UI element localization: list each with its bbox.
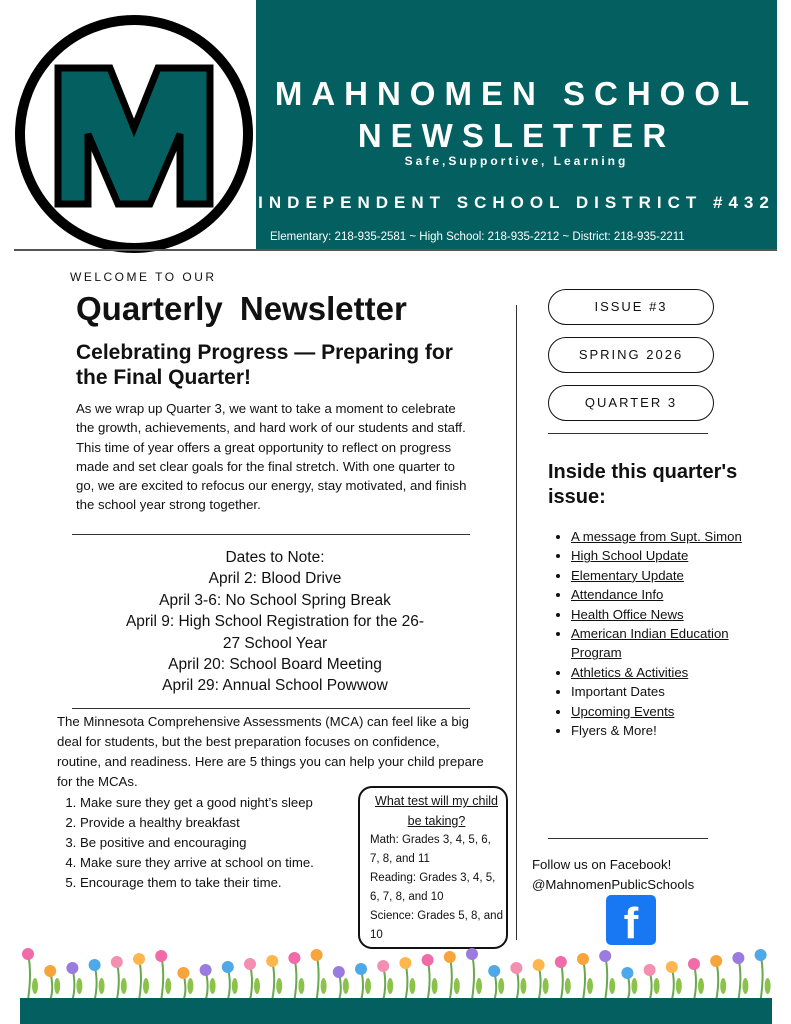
leaf xyxy=(720,978,726,994)
flower-stem xyxy=(139,959,141,1000)
facebook-handle[interactable]: @MahnomenPublicSchools xyxy=(532,876,695,892)
flower xyxy=(422,954,434,966)
flower xyxy=(555,956,567,968)
flower xyxy=(66,962,78,974)
flower xyxy=(533,959,545,971)
test-info-box xyxy=(358,786,508,949)
flower xyxy=(688,958,700,970)
leaf xyxy=(76,978,82,994)
subtitle: Celebrating Progress — Preparing for the Final Quarter! xyxy=(76,341,453,389)
leaf xyxy=(654,978,660,994)
date-item: April 9: High School Registration for the 26-27 School Year xyxy=(125,613,425,652)
flower xyxy=(311,949,323,961)
leaf xyxy=(254,978,260,994)
tip-item: 4. Make sure they arrive at school on time. xyxy=(80,853,356,873)
leaf xyxy=(698,978,704,994)
flower-stem xyxy=(605,956,607,1000)
tip-item: 3. Be positive and encouraging xyxy=(80,833,356,853)
flower xyxy=(577,953,589,965)
flower-border-decoration xyxy=(20,940,772,1000)
tip-item: 1. Make sure they get a good night’s sleep xyxy=(80,793,356,813)
leaf xyxy=(454,978,460,994)
divider xyxy=(548,433,708,434)
flower-stem xyxy=(450,957,452,1000)
toc-heading: Inside this quarter's issue: xyxy=(548,461,738,508)
flower xyxy=(222,961,234,973)
flower-stem xyxy=(317,955,319,1000)
leaf xyxy=(476,978,482,994)
leaf xyxy=(232,978,238,994)
season-badge: SPRING 2026 xyxy=(548,337,714,373)
toc-link[interactable]: Upcoming Events xyxy=(571,703,675,719)
toc-link[interactable]: Elementary Update xyxy=(571,567,684,583)
flower xyxy=(155,950,167,962)
dates-heading: Dates to Note: xyxy=(225,549,325,566)
flower xyxy=(377,960,389,972)
flower-stem xyxy=(583,959,585,1000)
leaf xyxy=(298,978,304,994)
phone-numbers: Elementary: 218-935-2581 ~ High School: 218-935-2212 ~ District: 218-935-2211 xyxy=(270,231,685,243)
leaf xyxy=(387,978,393,994)
tagline: Safe,Supportive, Learning xyxy=(404,154,629,168)
flower xyxy=(510,962,522,974)
date-item: April 3-6: No School Spring Break xyxy=(159,591,391,609)
leaf xyxy=(321,978,327,994)
toc-link[interactable]: Athletics & Activities xyxy=(571,664,689,680)
date-item: April 20: School Board Meeting xyxy=(168,656,382,674)
newsletter-title-2: NEWSLETTER xyxy=(357,117,676,154)
leaf xyxy=(565,978,571,994)
divider xyxy=(72,534,470,535)
leaf xyxy=(609,978,615,994)
toc-link[interactable]: Health Office News xyxy=(571,606,684,622)
flower xyxy=(621,967,633,979)
test-box-heading: What test will my child be taking? xyxy=(375,794,498,828)
flower xyxy=(488,965,500,977)
leaf xyxy=(676,978,682,994)
leaf xyxy=(432,978,438,994)
facebook-icon[interactable]: f xyxy=(606,895,656,945)
flower xyxy=(266,955,278,967)
district-name: INDEPENDENT SCHOOL DISTRICT #432 xyxy=(258,193,775,212)
leaf xyxy=(742,978,748,994)
flower-stem xyxy=(472,954,474,1000)
leaf xyxy=(409,978,415,994)
test-line: Reading: Grades 3, 4, 5, 6, 7, 8, and 10 xyxy=(370,872,496,903)
flower-stem xyxy=(761,955,763,1000)
toc-link[interactable]: A message from Supt. Simon xyxy=(571,529,742,544)
leaf xyxy=(520,978,526,994)
flower xyxy=(200,964,212,976)
flower-stem xyxy=(738,958,740,1000)
flower xyxy=(444,951,456,963)
leaf xyxy=(54,978,60,994)
welcome-label: WELCOME TO OUR xyxy=(70,270,217,284)
flower-stem xyxy=(428,960,430,1000)
leaf xyxy=(143,978,149,994)
flower xyxy=(333,966,345,978)
toc-link[interactable]: High School Update xyxy=(571,548,689,564)
leaf xyxy=(99,978,105,994)
social-follow xyxy=(532,855,694,894)
flower xyxy=(133,953,145,965)
mca-text: The Minnesota Comprehensive Assessments (MCA) can feel like a big deal for students, but the best preparation focuses on confidence, routine, and readiness. Here are 5 things you can help your child prepare for the MCAs. xyxy=(57,714,484,789)
tip-item: 5. Encourage them to take their time. xyxy=(80,873,356,893)
flower xyxy=(666,961,678,973)
leaf xyxy=(631,978,637,994)
flower xyxy=(22,948,34,960)
school-logo xyxy=(14,14,254,254)
tip-item: 2. Provide a healthy breakfast xyxy=(80,813,356,833)
flower xyxy=(755,949,767,961)
flower xyxy=(111,956,123,968)
leaf xyxy=(543,978,549,994)
issue-badge: ISSUE #3 xyxy=(548,289,714,325)
flower xyxy=(599,950,611,962)
footer-bar xyxy=(20,998,772,1024)
table-of-contents xyxy=(550,527,751,740)
dates-to-note xyxy=(120,547,430,697)
leaf xyxy=(765,978,771,994)
flower xyxy=(710,955,722,967)
newsletter-title: MAHNOMEN SCHOOL xyxy=(274,75,759,112)
flower-stem xyxy=(28,954,30,1000)
leaf xyxy=(210,978,216,994)
test-line: Math: Grades 3, 4, 5, 6, 7, 8, and 11 xyxy=(370,834,491,865)
leaf xyxy=(587,978,593,994)
date-item: April 29: Annual School Powwow xyxy=(162,677,388,695)
header-divider xyxy=(14,249,777,251)
flower xyxy=(399,957,411,969)
leaf xyxy=(343,978,349,994)
leaf xyxy=(276,978,282,994)
flower xyxy=(288,952,300,964)
quarter-badge: QUARTER 3 xyxy=(548,385,714,421)
toc-link[interactable]: American Indian Education Program xyxy=(571,626,729,661)
leaf xyxy=(121,978,127,994)
flower xyxy=(44,965,56,977)
flower-stem xyxy=(161,956,163,1000)
header-banner xyxy=(256,0,777,250)
divider xyxy=(72,708,470,709)
flower xyxy=(466,948,478,960)
flower xyxy=(355,963,367,975)
intro-text: As we wrap up Quarter 3, we want to take a moment to celebrate the growth, achievements, and hard work of our students and staff. This time of year offers a great opportunity to reflect on progress made and set clear goals for the final stretch. With one quarter to go, we are excited to refocus our energy, stay motivated, and finish the school year strong together. xyxy=(76,401,467,513)
flower xyxy=(244,958,256,970)
flower xyxy=(732,952,744,964)
flower xyxy=(177,967,189,979)
toc-link[interactable]: Attendance Info xyxy=(571,587,664,603)
leaf xyxy=(365,978,371,994)
date-item: April 2: Blood Drive xyxy=(208,570,342,588)
flower-stem xyxy=(294,958,296,1000)
leaf xyxy=(32,978,38,994)
test-line: Science: Grades 5, 8, and 10 xyxy=(370,910,503,941)
follow-text: Follow us on Facebook! xyxy=(532,857,672,872)
tips-list xyxy=(60,793,356,893)
toc-item: Flyers & More! xyxy=(571,723,657,739)
page-title: Quarterly Newsletter xyxy=(76,290,407,327)
column-divider xyxy=(516,305,517,940)
leaf xyxy=(187,978,193,994)
leaf xyxy=(498,978,504,994)
leaf xyxy=(165,978,171,994)
flower xyxy=(644,964,656,976)
toc-item: Important Dates xyxy=(571,684,665,700)
flower xyxy=(89,959,101,971)
divider xyxy=(548,838,708,839)
